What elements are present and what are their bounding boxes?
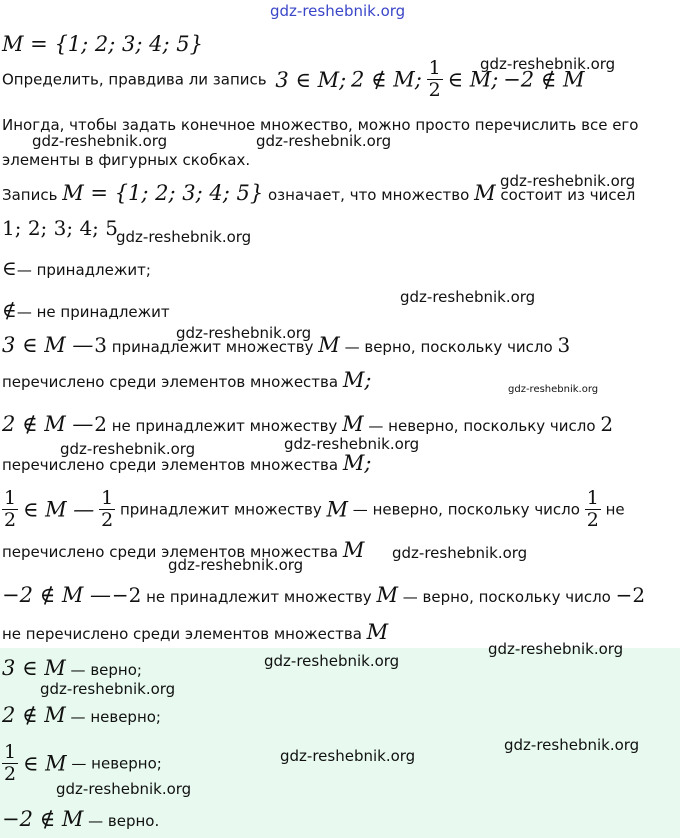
watermark: gdz-reshebnik.org [60, 440, 196, 458]
check-1-line-2: перечислено среди элементов множества M; [2, 368, 372, 392]
explanation-line-1: Иногда, чтобы задать конечное множество, можно просто перечислить все его [2, 116, 639, 134]
watermark: gdz-reshebnik.org [116, 228, 252, 246]
watermark: gdz-reshebnik.org [264, 652, 400, 670]
answer-4: −2 ∉ M — верно. [2, 807, 160, 831]
watermark: gdz-reshebnik.org [176, 324, 312, 342]
check-4-line-2: не перечислено среди элементов множества M [2, 620, 389, 644]
watermark: gdz-reshebnik.org [508, 384, 599, 395]
explanation-line-2: элементы в фигурных скобках. [2, 151, 251, 169]
set-definition: M = {1; 2; 3; 4; 5} [2, 32, 203, 56]
watermark-top: gdz-reshebnik.org [270, 2, 406, 20]
watermark: gdz-reshebnik.org [400, 288, 536, 306]
watermark: gdz-reshebnik.org [500, 172, 636, 190]
check-2-line-2: перечислено среди элементов множества M; [2, 451, 372, 475]
watermark: gdz-reshebnik.org [32, 132, 168, 150]
explanation-line-3: Запись M = {1; 2; 3; 4; 5} означает, что множество M состоит из чисел [2, 181, 636, 205]
watermark: gdz-reshebnik.org [392, 544, 528, 562]
not-belongs-definition: ∉— не принадлежит [2, 298, 170, 322]
numbers-list: 1; 2; 3; 4; 5 [2, 216, 119, 240]
watermark: gdz-reshebnik.org [256, 132, 392, 150]
watermark: gdz-reshebnik.org [504, 736, 640, 754]
check-2-line-1: 2 ∉ M — 2 не принадлежит множеству M — неверно, поскольку число 2 [2, 412, 614, 436]
watermark: gdz-reshebnik.org [480, 55, 616, 73]
check-1-line-1: 3 ∈ M — 3 принадлежит множеству M — верно, поскольку число 3 [2, 333, 571, 357]
watermark: gdz-reshebnik.org [40, 680, 176, 698]
watermark: gdz-reshebnik.org [56, 780, 192, 798]
task-line: Определить, правдива ли запись 3 ∈ M; 2 ∉ M; $\frac{1}{2}$ ∈ M; −2 ∉ M [2, 57, 585, 101]
check-4-line-1: −2 ∉ M — −2 не принадлежит множеству M — верно, поскольку число −2 [2, 583, 646, 607]
answer-2: 2 ∉ M — неверно; [2, 703, 161, 727]
watermark: gdz-reshebnik.org [284, 435, 420, 453]
check-3-line-2: перечислено среди элементов множества M [2, 538, 365, 562]
answer-3: $\frac{1}{2}$ ∈ M — неверно; [4, 741, 162, 785]
watermark: gdz-reshebnik.org [168, 556, 304, 574]
watermark: gdz-reshebnik.org [280, 747, 416, 765]
answer-1: 3 ∈ M — верно; [2, 656, 142, 680]
belongs-definition: ∈— принадлежит; [2, 256, 151, 280]
fraction-half: $\frac{1}{2}$ [428, 57, 441, 101]
check-3-line-1: $\frac{1}{2}$ ∈ M — $\frac{1}{2}$ принадлежит множеству M — неверно, поскольку число $\frac{1}{2}$ не [4, 487, 625, 531]
watermark: gdz-reshebnik.org [488, 640, 624, 658]
